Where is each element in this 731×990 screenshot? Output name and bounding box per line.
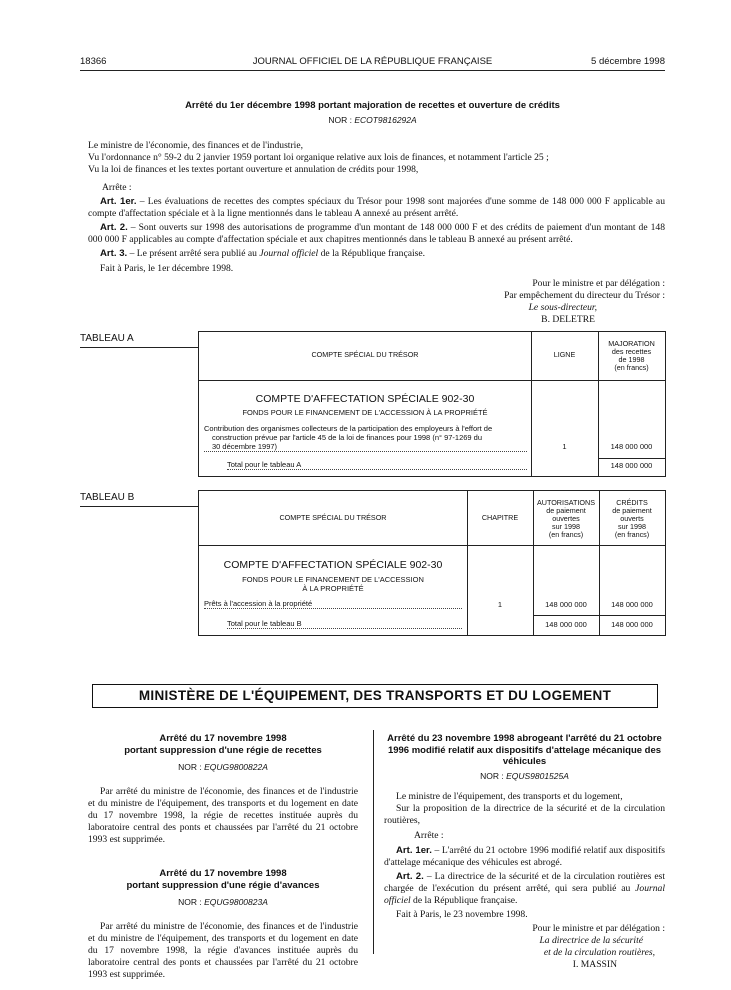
right-arrete: Arrête : <box>414 829 444 841</box>
ministry-banner: MINISTÈRE DE L'ÉQUIPEMENT, DES TRANSPORTS ET DU LOGEMENT <box>92 684 658 708</box>
column-rule <box>373 730 374 954</box>
right-nor: NOR : EQUS9801525A <box>480 770 569 781</box>
page-number: 18366 <box>80 56 107 67</box>
compte-title: COMPTE D'AFFECTATION SPÉCIALE 902-30 <box>255 393 475 405</box>
decree-arrete: Arrête : <box>102 182 132 193</box>
decree-signature: Pour le ministre et par délégation : Par empêchement du directeur du Trésor : Le sous-directeur, B. DELETRE <box>504 278 665 325</box>
decree-intro: Le ministre de l'économie, des finances et de l'industrie, Vu l'ordonnance n° 59-2 du 2 janvier 1959 portant loi organique relative aux lois de finances, et notamment l'article 25 ; Vu la loi de finances et les textes portant ouverture et annulation de crédits pour 1998, <box>88 140 549 175</box>
col-compte: COMPTE SPÉCIAL DU TRÉSOR <box>279 513 387 522</box>
decree-nor: NOR : ECOT9816292A <box>328 115 417 125</box>
table-row: Prêts à l'accession à la propriété <box>204 599 462 609</box>
col-credits: CRÉDITS de paiement ouverts sur 1998 (en francs) <box>612 498 652 539</box>
right-signature: Pour le ministre et par délégation : La directrice de la sécurité et de la circulation routières, I. MASSIN <box>532 922 665 970</box>
compte-subtitle: FONDS POUR LE FINANCEMENT DE L'ACCESSION À LA PROPRIÉTÉ <box>242 575 424 593</box>
left-column <box>88 733 358 981</box>
decree-title: Arrêté du 1er décembre 1998 portant majoration de recettes et ouverture de crédits <box>185 100 560 111</box>
left-a2-nor: NOR : EQUG9800823A <box>178 897 268 907</box>
row-auto: 148 000 000 <box>545 600 587 609</box>
row-chapitre: 1 <box>497 600 503 609</box>
article-1: Art. 1er. – Les évaluations de recettes des comptes spéciaux du Trésor pour 1998 sont majorées d'une somme de 148 000 000 F applicable au compte d'affectation spéciale et à la ligne mentionnés dans le tableau A annexé au présent arrêté. <box>88 196 665 219</box>
total-label: Total pour le tableau B <box>227 619 462 629</box>
article-2: Art. 2. – Sont ouverts sur 1998 des autorisations de programme d'un montant de 148 000 000 F et des crédits de paiement d'un montant de 148 000 000 F applicables au compte d'affectation spéciale et aux chapitres mentionnés dans le tableau B annexé au présent arrêté. <box>88 222 665 245</box>
col-autorisations: AUTORISATIONS de paiement ouvertes sur 1998 (en francs) <box>536 498 596 539</box>
col-majoration: MAJORATION des recettes de 1998 (en francs) <box>608 339 655 372</box>
right-column <box>384 733 665 971</box>
col-compte: COMPTE SPÉCIAL DU TRÉSOR <box>311 350 419 359</box>
journal-title: JOURNAL OFFICIEL DE LA RÉPUBLIQUE FRANÇAISE <box>252 56 493 67</box>
total-value: 148 000 000 <box>610 461 653 470</box>
left-a1-title: Arrêté du 17 novembre 1998 portant suppression d'une régie de recettes <box>124 733 322 756</box>
article-3: Art. 3. – Le présent arrêté sera publié au Journal officiel de la République française. <box>100 248 426 259</box>
tableau-a-label: TABLEAU A <box>80 333 134 344</box>
total-credits: 148 000 000 <box>611 620 653 629</box>
left-a2-title: Arrêté du 17 novembre 1998 portant suppression d'une régie d'avances <box>126 868 320 891</box>
right-intro: Le ministre de l'équipement, des transports et du logement, Sur la proposition de la directrice de la sécurité et de la circulation routières, <box>384 790 665 826</box>
col-ligne: LIGNE <box>553 350 576 359</box>
header-rule <box>80 70 665 71</box>
table-row: Contribution des organismes collecteurs de la participation des employeurs à l'effort de construction prévue par l'article 45 de la loi de finances pour 1998 (n° 97-1269 du 30 décembre 1997) <box>204 424 527 452</box>
row-value: 148 000 000 <box>610 442 653 451</box>
right-article-2: Art. 2. – La directrice de la sécurité et de la circulation routières est chargée de l'exécution du présent arrêté, qui sera publié au Journal officiel de la République française. <box>384 870 665 906</box>
col-chapitre: CHAPITRE <box>481 513 519 522</box>
right-fait: Fait à Paris, le 23 novembre 1998. <box>396 908 528 920</box>
left-a1-text: Par arrêté du ministre de l'économie, des finances et de l'industrie et du ministre de l'équipement, des transports et du logement en date du 17 novembre 1998, la régie de recettes instituée auprès du laboratoire central des ponts et chaussées par l'arrêté du 21 octobre 1993 est supprimée. <box>88 786 358 845</box>
right-title: Arrêté du 23 novembre 1998 abrogeant l'arrêté du 21 octobre 1996 modifié relatif aux dispositifs d'attelage mécanique des véhicules <box>387 733 662 767</box>
compte-title: COMPTE D'AFFECTATION SPÉCIALE 902-30 <box>223 559 443 571</box>
tableau-b-label: TABLEAU B <box>80 492 135 503</box>
total-auto: 148 000 000 <box>545 620 587 629</box>
right-article-1: Art. 1er. – L'arrêté du 21 octobre 1996 modifié relatif aux dispositifs d'attelage mécanique des véhicules est abrogé. <box>384 844 665 868</box>
tableau-a <box>198 331 666 477</box>
total-label: Total pour le tableau A <box>227 460 527 470</box>
row-ligne: 1 <box>562 442 567 451</box>
issue-date: 5 décembre 1998 <box>591 56 665 67</box>
row-credits: 148 000 000 <box>611 600 653 609</box>
left-a1-nor: NOR : EQUG9800822A <box>178 762 268 772</box>
compte-subtitle: FONDS POUR LE FINANCEMENT DE L'ACCESSION À LA PROPRIÉTÉ <box>242 408 488 417</box>
left-a2-text: Par arrêté du ministre de l'économie, des finances et de l'industrie et du ministre de l'équipement, des transports et du logement en date du 17 novembre 1998, la régie d'avances instituée auprès du laboratoire central des ponts et chaussées par l'arrêté du 21 octobre 1993 est supprimée. <box>88 921 358 980</box>
decree-fait: Fait à Paris, le 1er décembre 1998. <box>100 263 234 274</box>
tableau-b <box>198 490 666 636</box>
